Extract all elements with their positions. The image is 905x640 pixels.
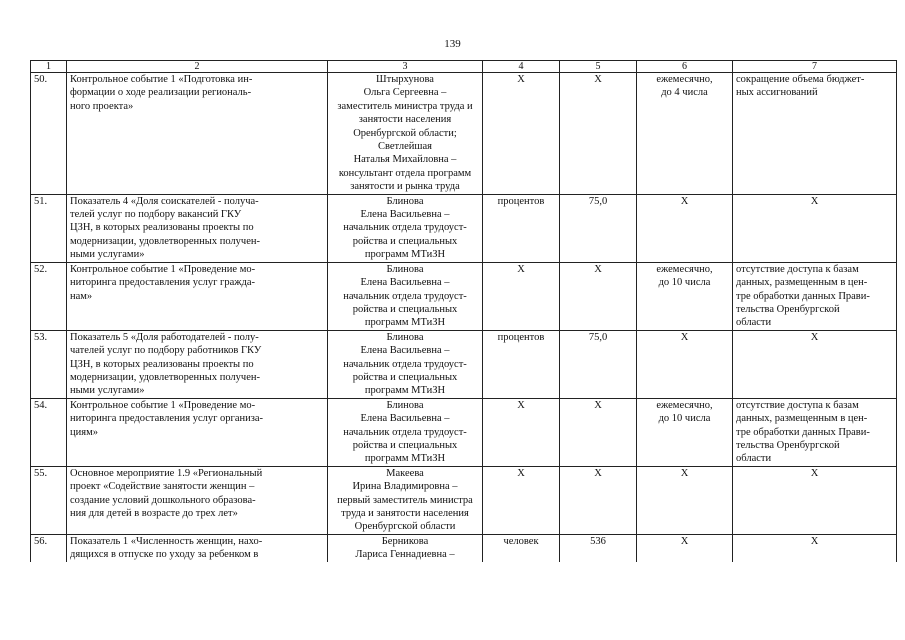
term-line: ежемесячно, bbox=[656, 74, 713, 85]
responsible-line: программ МТиЗН bbox=[364, 453, 446, 465]
term-line: до 4 числа bbox=[661, 87, 708, 99]
responsible-line: Елена Васильевна – bbox=[360, 413, 450, 425]
term-cell bbox=[637, 466, 733, 534]
risk-line: сокращение объема бюджет- bbox=[736, 74, 865, 85]
measure-name-line: ниторинга предоставления услуг гражда- bbox=[70, 277, 256, 289]
responsible-person bbox=[328, 330, 483, 398]
measure-name-line: модернизации, удовлетворенных получен- bbox=[70, 235, 260, 247]
row-number: 52. bbox=[31, 262, 67, 330]
measure-name-line: Контрольное событие 1 «Подготовка ин- bbox=[70, 74, 253, 85]
responsible-line: Наталья Михайловна – bbox=[353, 154, 457, 166]
risk-line: области bbox=[736, 453, 772, 465]
row-number: 56. bbox=[31, 534, 67, 561]
measure-name-line: создание условий дошкольного образова- bbox=[70, 494, 256, 506]
responsible-person bbox=[328, 466, 483, 534]
row-number: 51. bbox=[31, 194, 67, 262]
risk-line: Х bbox=[810, 195, 819, 207]
column-number: 6 bbox=[637, 61, 733, 73]
term-cell bbox=[637, 73, 733, 195]
measure-name-line: ного проекта» bbox=[70, 100, 134, 112]
responsible-line: Елена Васильевна – bbox=[360, 345, 450, 357]
risk-line: тельства Оренбургской bbox=[736, 439, 840, 451]
risk-cell bbox=[733, 466, 897, 534]
risk-line: данных, размещенным в цен- bbox=[736, 413, 868, 425]
term-cell bbox=[637, 194, 733, 262]
risk-line: тре обработки данных Прави- bbox=[736, 290, 870, 302]
column-number: 2 bbox=[67, 61, 328, 73]
responsible-line: Блинова bbox=[386, 263, 424, 275]
responsible-line: первый заместитель министра bbox=[337, 494, 473, 506]
responsible-line: Блинова bbox=[386, 331, 424, 343]
unit-cell: человек bbox=[483, 534, 560, 561]
responsible-line: начальник отдела трудоуст- bbox=[343, 358, 467, 370]
value-cell: 75,0 bbox=[560, 330, 637, 398]
term-line: ежемесячно, bbox=[656, 263, 713, 275]
responsible-line: Светлейшая bbox=[378, 141, 432, 153]
measure-name-line: Контрольное событие 1 «Проведение мо- bbox=[70, 399, 256, 411]
responsible-line: программ МТиЗН bbox=[364, 317, 446, 329]
responsible-line: Макеева bbox=[386, 467, 424, 479]
table-row bbox=[31, 330, 897, 398]
risk-line: данных, размещенным в цен- bbox=[736, 277, 868, 289]
term-line: до 10 числа bbox=[658, 277, 711, 289]
responsible-line: Берникова bbox=[381, 535, 429, 547]
responsible-line: программ МТиЗН bbox=[364, 249, 446, 261]
term-line: Х bbox=[680, 331, 689, 343]
table-row bbox=[31, 194, 897, 262]
measure-name-line: Показатель 4 «Доля соискателей - получа- bbox=[70, 195, 259, 207]
term-line: ежемесячно, bbox=[656, 399, 713, 411]
measure-name bbox=[67, 73, 328, 195]
measure-name bbox=[67, 466, 328, 534]
responsible-line: труда и занятости населения bbox=[341, 508, 469, 519]
responsible-line: Блинова bbox=[386, 399, 424, 411]
risk-cell bbox=[733, 398, 897, 466]
responsible-line: ройства и специальных bbox=[352, 303, 458, 315]
risk-line: Х bbox=[810, 467, 819, 479]
unit-cell: Х bbox=[483, 73, 560, 195]
measure-name-line: циям» bbox=[70, 426, 98, 438]
measure-name-line: ЦЗН, в которых реализованы проекты по bbox=[70, 222, 254, 234]
term-line: до 10 числа bbox=[658, 413, 711, 425]
measure-name-line: формации о ходе реализации региональ- bbox=[70, 87, 252, 99]
column-number: 7 bbox=[733, 61, 897, 73]
column-number: 3 bbox=[328, 61, 483, 73]
risk-line: Х bbox=[810, 331, 819, 343]
term-line: Х bbox=[680, 467, 689, 479]
row-number: 53. bbox=[31, 330, 67, 398]
row-number: 54. bbox=[31, 398, 67, 466]
risk-line: ных ассигнований bbox=[736, 87, 818, 99]
risk-cell bbox=[733, 330, 897, 398]
responsible-line: ройства и специальных bbox=[352, 371, 458, 383]
risk-cell bbox=[733, 534, 897, 561]
responsible-line: ройства и специальных bbox=[352, 439, 458, 451]
measure-name-line: ными услугами» bbox=[70, 249, 145, 261]
unit-cell: Х bbox=[483, 398, 560, 466]
measure-name-line: Контрольное событие 1 «Проведение мо- bbox=[70, 263, 256, 275]
responsible-line: Блинова bbox=[386, 195, 424, 207]
value-cell: 536 bbox=[560, 534, 637, 561]
value-cell: Х bbox=[560, 398, 637, 466]
term-line: Х bbox=[680, 195, 689, 207]
measure-name-line: чателей услуг по подбору работников ГКУ bbox=[70, 345, 262, 357]
risk-line: Х bbox=[810, 535, 819, 547]
row-number: 50. bbox=[31, 73, 67, 195]
risk-line: тре обработки данных Прави- bbox=[736, 426, 870, 438]
responsible-line: Ирина Владимировна – bbox=[352, 481, 458, 493]
risk-cell bbox=[733, 194, 897, 262]
value-cell: 75,0 bbox=[560, 194, 637, 262]
unit-cell: Х bbox=[483, 262, 560, 330]
responsible-person bbox=[328, 194, 483, 262]
term-cell bbox=[637, 534, 733, 561]
table-row bbox=[31, 398, 897, 466]
risk-line: отсутствие доступа к базам bbox=[736, 263, 859, 275]
row-number: 55. bbox=[31, 466, 67, 534]
responsible-line: занятости и рынка труда bbox=[350, 181, 460, 193]
responsible-person bbox=[328, 262, 483, 330]
table-row bbox=[31, 262, 897, 330]
responsible-line: начальник отдела трудоуст- bbox=[343, 290, 467, 302]
measure-name-line: проект «Содействие занятости женщин – bbox=[70, 481, 255, 493]
table-row bbox=[31, 466, 897, 534]
responsible-line: программ МТиЗН bbox=[364, 385, 446, 397]
term-line: Х bbox=[680, 535, 689, 547]
unit-cell: Х bbox=[483, 466, 560, 534]
responsible-line: Ольга Сергеевна – bbox=[363, 87, 447, 99]
responsible-line: Оренбургской области bbox=[354, 521, 456, 533]
measure-name-line: Показатель 1 «Численность женщин, нахо- bbox=[70, 535, 263, 547]
risk-line: отсутствие доступа к базам bbox=[736, 399, 859, 411]
responsible-line: Елена Васильевна – bbox=[360, 277, 450, 289]
responsible-line: начальник отдела трудоуст- bbox=[343, 426, 467, 438]
measure-name bbox=[67, 194, 328, 262]
measure-name-line: ными услугами» bbox=[70, 385, 145, 397]
table-row bbox=[31, 534, 897, 561]
responsible-line: Штырхунова bbox=[376, 74, 434, 85]
measure-name bbox=[67, 330, 328, 398]
measure-name-line: Показатель 5 «Доля работодателей - полу- bbox=[70, 331, 259, 343]
column-number: 4 bbox=[483, 61, 560, 73]
unit-cell: процентов bbox=[483, 194, 560, 262]
page-number: 139 bbox=[444, 38, 461, 50]
measure-name-line: Основное мероприятие 1.9 «Региональный bbox=[70, 467, 263, 479]
measure-name-line: ЦЗН, в которых реализованы проекты по bbox=[70, 358, 254, 370]
measure-name-line: ния для детей в возрасте до трех лет» bbox=[70, 508, 238, 519]
term-cell bbox=[637, 262, 733, 330]
responsible-person bbox=[328, 534, 483, 561]
responsible-person bbox=[328, 398, 483, 466]
measure-name-line: ниторинга предоставления услуг организа- bbox=[70, 413, 264, 425]
table-row bbox=[31, 73, 897, 195]
measure-name-line: телей услуг по подбору вакансий ГКУ bbox=[70, 209, 242, 221]
measure-name bbox=[67, 262, 328, 330]
measure-name-line: модернизации, удовлетворенных получен- bbox=[70, 371, 260, 383]
responsible-line: Елена Васильевна – bbox=[360, 209, 450, 221]
risk-cell bbox=[733, 262, 897, 330]
value-cell: Х bbox=[560, 262, 637, 330]
measures-table bbox=[30, 60, 897, 562]
risk-cell bbox=[733, 73, 897, 195]
measure-name bbox=[67, 534, 328, 561]
responsible-line: Лариса Геннадиевна – bbox=[355, 549, 455, 561]
responsible-line: начальник отдела трудоуст- bbox=[343, 222, 467, 234]
responsible-line: заместитель министра труда и bbox=[337, 100, 473, 112]
term-cell bbox=[637, 330, 733, 398]
column-number: 1 bbox=[31, 61, 67, 73]
column-number: 5 bbox=[560, 61, 637, 73]
responsible-line: Оренбургской области; bbox=[353, 127, 457, 139]
value-cell: Х bbox=[560, 73, 637, 195]
unit-cell: процентов bbox=[483, 330, 560, 398]
responsible-person bbox=[328, 73, 483, 195]
term-cell bbox=[637, 398, 733, 466]
measure-name bbox=[67, 398, 328, 466]
responsible-line: консультант отдела программ bbox=[338, 167, 472, 179]
risk-line: области bbox=[736, 317, 772, 329]
responsible-line: ройства и специальных bbox=[352, 235, 458, 247]
value-cell: Х bbox=[560, 466, 637, 534]
measure-name-line: дящихся в отпуске по уходу за ребенком в bbox=[70, 549, 259, 561]
responsible-line: занятости населения bbox=[358, 114, 452, 126]
column-numbers-row bbox=[31, 61, 897, 73]
measure-name-line: нам» bbox=[70, 290, 93, 302]
risk-line: тельства Оренбургской bbox=[736, 303, 840, 315]
